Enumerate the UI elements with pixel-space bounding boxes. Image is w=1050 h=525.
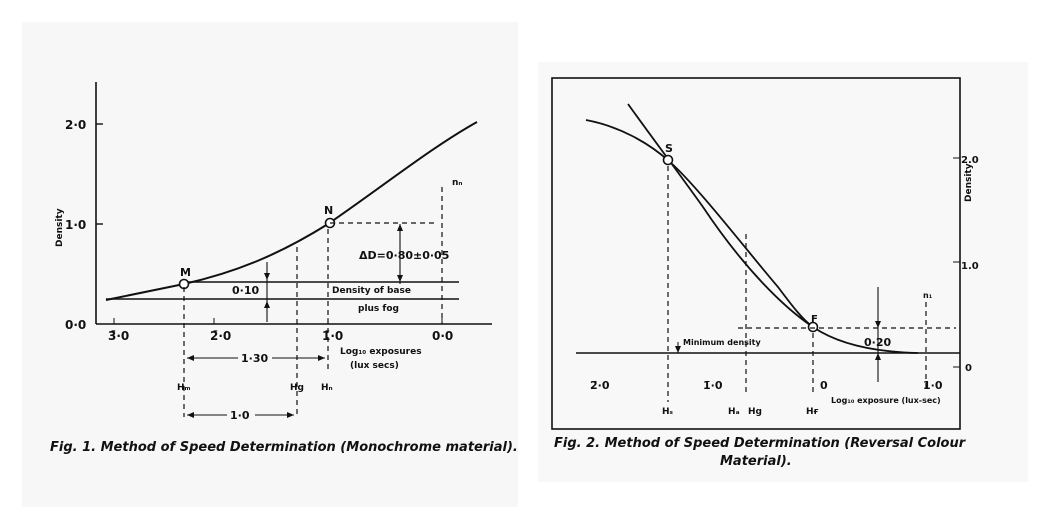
- fig2-ytick-1: 1.0: [961, 261, 979, 272]
- fig2-ytick-2: 2.0: [961, 155, 979, 166]
- fig1-delta-d-label: ΔD=0·80±0·05: [359, 249, 450, 262]
- figure-2: [538, 62, 1028, 482]
- figure-1: [22, 22, 518, 507]
- fig1-xtick-3: 3̄·0: [108, 329, 130, 343]
- fig2-caption-line2: Material).: [720, 454, 792, 469]
- fig1-xtick-2: 2̄·0: [210, 329, 232, 343]
- fig2-min-density-label: Minimum density: [683, 338, 761, 347]
- fig1-interval-10: 1·0: [230, 409, 250, 422]
- fig1-y-axis-label: Density: [55, 208, 65, 247]
- fig1-base-label-2: plus fog: [358, 304, 399, 314]
- fig1-ytick-1: 1·0: [65, 218, 87, 232]
- fig2-n-label: n₁: [923, 291, 933, 300]
- fig1-h-n: Hₙ: [321, 383, 333, 393]
- fig1-x-axis-label-2: (lux secs): [350, 361, 399, 371]
- fig2-h-g: Hg: [748, 407, 762, 417]
- fig2-frame: [552, 78, 960, 429]
- fig1-caption: Fig. 1. Method of Speed Determination (Monochrome material).: [50, 440, 518, 455]
- figure-2-diagram: [538, 62, 1028, 482]
- fig1-n-label: nₙ: [452, 178, 463, 188]
- fig1-base-label-1: Density of base: [332, 286, 411, 296]
- fig2-h-a: Hₐ: [728, 407, 740, 417]
- fig2-h-s: Hₛ: [662, 407, 673, 417]
- fig2-delta-label: 0·20: [864, 336, 892, 349]
- fig2-h-f: Hғ: [806, 407, 819, 417]
- fig1-h-g: Hg: [290, 383, 304, 393]
- fig2-xtick-1: 1̄·0: [703, 379, 723, 392]
- fig2-xtick-2: 2̄·0: [590, 379, 610, 392]
- fig2-xtick-1pos: 1·0: [923, 379, 943, 392]
- fig1-h-m: Hₘ: [177, 383, 191, 393]
- fig2-xtick-0: 0: [820, 379, 828, 392]
- fig1-delta-label: 0·10: [232, 284, 260, 297]
- fig2-point-s: [664, 156, 673, 165]
- fig2-ytick-0: 0: [965, 363, 972, 374]
- fig1-label-m: M: [180, 266, 191, 279]
- fig2-y-axis-label: Density: [964, 163, 974, 202]
- fig2-curve-upper: [586, 120, 813, 327]
- fig1-interval-130: 1·30: [241, 352, 269, 365]
- figure-1-diagram: [22, 22, 518, 507]
- fig1-characteristic-curve: [106, 122, 477, 300]
- fig2-label-f: F: [811, 314, 818, 325]
- fig1-ytick-0: 0·0: [65, 318, 87, 332]
- fig2-caption-line1: Fig. 2. Method of Speed Determination (Reversal Colour: [554, 436, 966, 451]
- fig1-ytick-2: 2·0: [65, 118, 87, 132]
- fig2-label-s: S: [665, 142, 673, 155]
- fig1-label-n: N: [324, 204, 334, 217]
- fig2-x-axis-label: Log₁₀ exposure (lux-sec): [831, 396, 941, 405]
- fig1-xtick-1: 1̄·0: [322, 329, 344, 343]
- fig1-xtick-0: 0·0: [432, 329, 454, 343]
- fig1-x-axis-label-1: Log₁₀ exposures: [340, 347, 422, 357]
